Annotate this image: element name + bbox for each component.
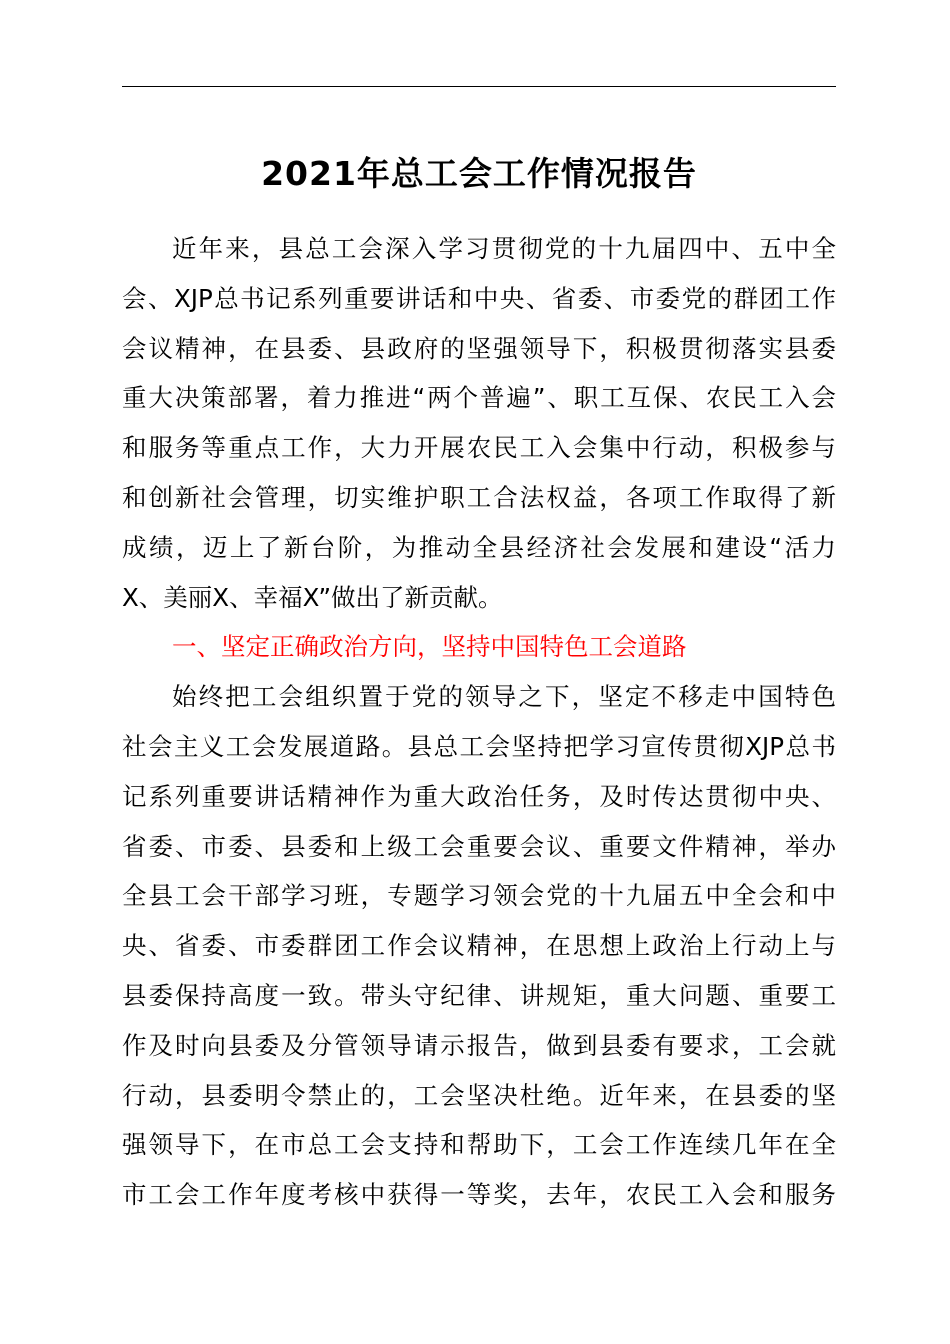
paragraph-line: 省委、市委、县委和上级工会重要会议、重要文件精神，举办 — [122, 831, 836, 861]
intro-paragraph — [122, 224, 836, 622]
paragraph-line: X、美丽X、幸福X”做出了新贡献。 — [122, 582, 503, 612]
paragraph-line: 始终把工会组织置于党的领导之下，坚定不移走中国特色 — [172, 682, 836, 712]
paragraph-line: 会议精神，在县委、县政府的坚强领导下，积极贯彻落实县委 — [122, 333, 836, 363]
paragraph-line: 全县工会干部学习班，专题学习领会党的十九届五中全会和中 — [122, 881, 836, 911]
paragraph-line: 县委保持高度一致。带头守纪律、讲规矩，重大问题、重要工 — [122, 980, 836, 1010]
paragraph-line: 央、省委、市委群团工作会议精神，在思想上政治上行动上与 — [122, 931, 836, 961]
header-rule — [122, 86, 836, 87]
paragraph-line: 重大决策部署，着力推进“两个普遍”、职工互保、农民工入会 — [122, 383, 836, 413]
paragraph-line: 和创新社会管理，切实维护职工合法权益，各项工作取得了新 — [122, 482, 836, 512]
document-body — [122, 224, 836, 1220]
paragraph-line: 社会主义工会发展道路。县总工会坚持把学习宣传贯彻XJP总书 — [122, 731, 836, 761]
paragraph-line: 作及时向县委及分管领导请示报告，做到县委有要求，工会就 — [122, 1030, 836, 1060]
section-heading: 一、坚定正确政治方向，坚持中国特色工会道路 — [172, 632, 687, 662]
section-paragraph — [122, 672, 836, 1220]
paragraph-line: 记系列重要讲话精神作为重大政治任务，及时传达贯彻中央、 — [122, 781, 836, 811]
paragraph-line: 和服务等重点工作，大力开展农民工入会集中行动，积极参与 — [122, 433, 836, 463]
paragraph-line: 近年来，县总工会深入学习贯彻党的十九届四中、五中全 — [172, 234, 836, 263]
document-title: 2021年总工会工作情况报告 — [261, 154, 697, 193]
paragraph-line: 成绩，迈上了新台阶，为推动全县经济社会发展和建设“活力 — [122, 532, 836, 562]
paragraph-line: 会、XJP总书记系列重要讲话和中央、省委、市委党的群团工作 — [122, 283, 836, 313]
paragraph-line: 行动，县委明令禁止的，工会坚决杜绝。近年来，在县委的坚 — [122, 1080, 836, 1110]
paragraph-line: 市工会工作年度考核中获得一等奖，去年，农民工入会和服务 — [122, 1180, 836, 1210]
paragraph-line: 强领导下，在市总工会支持和帮助下，工会工作连续几年在全 — [122, 1130, 836, 1160]
